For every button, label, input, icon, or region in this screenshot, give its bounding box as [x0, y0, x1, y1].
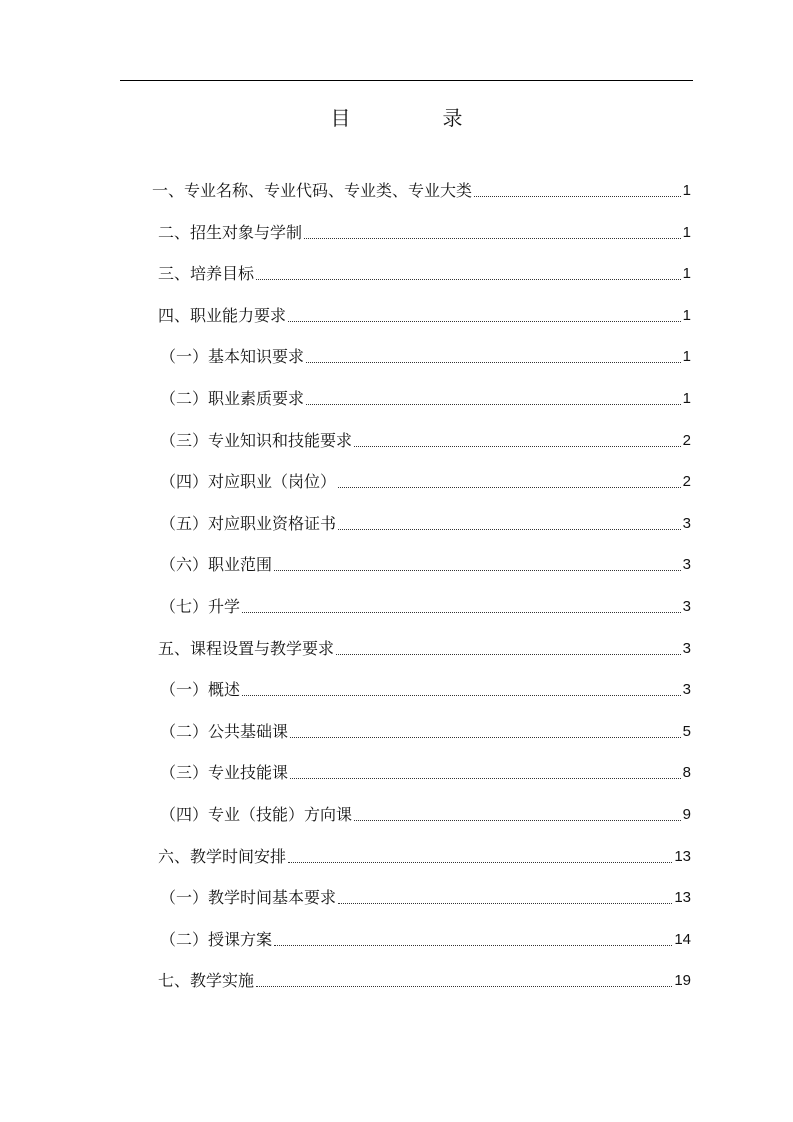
toc-entry-title: （一）教学时间基本要求	[160, 888, 337, 908]
toc-page-number: 2	[682, 431, 691, 449]
toc-entry[interactable]	[158, 257, 691, 285]
toc-entry-title: 三、培养目标	[158, 264, 255, 284]
page-title: 目 录	[330, 106, 499, 130]
toc-entry[interactable]	[160, 673, 691, 701]
toc-leader-dots	[474, 195, 681, 197]
toc-entry[interactable]	[160, 507, 691, 535]
toc-leader-dots	[338, 902, 672, 904]
toc-entry-title: （三）专业技能课	[160, 763, 289, 783]
toc-entry[interactable]	[160, 548, 691, 576]
toc-entry-title: （一）概述	[160, 680, 241, 700]
toc-leader-dots	[304, 237, 681, 239]
toc-entry-title: （七）升学	[160, 597, 241, 616]
toc-page-number: 13	[674, 847, 691, 865]
toc-leader-dots	[290, 777, 681, 779]
header-rule	[120, 80, 693, 81]
toc-leader-dots	[288, 861, 672, 863]
toc-entry[interactable]	[160, 424, 691, 452]
toc-page-number: 13	[674, 889, 691, 907]
toc-leader-dots	[338, 486, 681, 488]
toc-leader-dots	[354, 445, 681, 447]
toc-entry-title: （六）职业范围	[160, 555, 273, 575]
toc-entry[interactable]	[160, 798, 691, 826]
toc-entry[interactable]	[158, 216, 691, 244]
toc-entry-title: （四）专业（技能）方向课	[160, 805, 353, 824]
toc-leader-dots	[306, 361, 681, 363]
toc-page-number: 19	[674, 972, 691, 990]
toc-entry-title: 一、专业名称、专业代码、专业类、专业大类	[152, 181, 473, 200]
toc-page-number: 1	[682, 182, 691, 199]
toc-entry[interactable]	[160, 715, 691, 743]
toc-entry[interactable]	[158, 840, 691, 868]
toc-leader-dots	[336, 653, 681, 655]
toc-entry[interactable]	[158, 964, 691, 992]
toc-entry-title: （一）基本知识要求	[160, 347, 305, 367]
toc-entry[interactable]	[160, 590, 691, 618]
toc-page-number: 1	[682, 223, 691, 241]
toc-page-number: 3	[682, 556, 691, 574]
toc-page-number: 3	[682, 514, 691, 532]
toc-page-number: 14	[674, 930, 691, 948]
toc-entry[interactable]	[160, 465, 691, 493]
toc-entry-title: 六、教学时间安排	[158, 846, 287, 866]
toc-leader-dots	[274, 944, 672, 946]
toc-leader-dots	[274, 569, 681, 571]
toc-page-number: 1	[682, 390, 691, 407]
toc-page-number: 1	[682, 348, 691, 366]
toc-page-number: 5	[682, 722, 691, 740]
toc-entry[interactable]	[160, 340, 691, 368]
toc-entry[interactable]	[152, 174, 691, 202]
toc-entry[interactable]	[158, 632, 691, 660]
toc-page-number: 2	[682, 473, 691, 491]
toc-entry-title: （二）授课方案	[160, 929, 273, 949]
toc-leader-dots	[338, 528, 681, 530]
toc-entry-title: 七、教学实施	[158, 971, 255, 991]
toc-entry-title: （四）对应职业（岗位）	[160, 472, 337, 492]
toc-entry-title: （五）对应职业资格证书	[160, 513, 337, 533]
toc-leader-dots	[290, 736, 681, 738]
toc-leader-dots	[256, 985, 672, 987]
toc-entry[interactable]	[158, 299, 691, 327]
toc-entry[interactable]	[160, 923, 691, 951]
toc-leader-dots	[242, 694, 681, 696]
toc-leader-dots	[242, 611, 681, 613]
toc-page-number: 3	[682, 681, 691, 699]
toc-leader-dots	[306, 403, 681, 405]
toc-page-number: 3	[682, 639, 691, 657]
toc-entry-title: （三）专业知识和技能要求	[160, 430, 353, 450]
toc-entry[interactable]	[160, 382, 691, 410]
toc-entry-title: （二）职业素质要求	[160, 389, 305, 408]
toc-entry[interactable]	[160, 756, 691, 784]
toc-entry-title: 二、招生对象与学制	[158, 222, 303, 242]
toc-leader-dots	[256, 278, 681, 280]
toc-entry-title: （二）公共基础课	[160, 721, 289, 741]
toc-entry-title: 四、职业能力要求	[158, 305, 287, 325]
toc-page-number: 1	[682, 306, 691, 324]
toc-entry-title: 五、课程设置与教学要求	[158, 638, 335, 658]
toc-page-number: 3	[682, 598, 691, 615]
toc-page-number: 9	[682, 806, 691, 823]
toc-leader-dots	[354, 819, 681, 821]
toc-page-number: 1	[682, 265, 691, 283]
toc-page-number: 8	[682, 764, 691, 782]
toc-leader-dots	[288, 320, 681, 322]
toc-entry[interactable]	[160, 881, 691, 909]
